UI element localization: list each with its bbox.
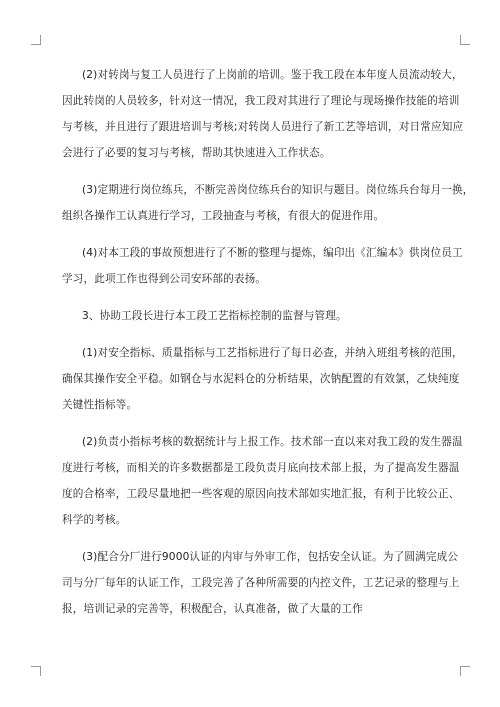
crop-mark-top-left xyxy=(31,35,41,45)
text-line: 科学的考核。 xyxy=(62,514,127,526)
text-line: 度进行考核，而相关的许多数据都是工段负责月底向技术部上报，为了提高发生器温 xyxy=(62,462,460,474)
paragraph-2-onboarding-training xyxy=(62,62,464,166)
crop-mark-bottom-left xyxy=(31,666,41,676)
text-line: 会进行了必要的复习与考核，帮助其快速进入工作状态。 xyxy=(62,147,331,159)
text-line: 学习，此项工作也得到公司安环部的表扬。 xyxy=(62,273,267,285)
text-line: (2)负责小指标考核的数据统计与上报工作。技术部一直以来对我工段的发生器温 xyxy=(82,436,463,448)
text-line: 3、协助工段长进行本工段工艺指标控制的监督与管理。 xyxy=(82,310,347,322)
document-body xyxy=(62,62,474,633)
text-line: 关键性指标等。 xyxy=(62,399,138,411)
crop-mark-bottom-right xyxy=(460,666,470,676)
paragraph-3-job-drills xyxy=(62,177,474,229)
text-line: 因此转岗的人员较多，针对这一情况，我工段对其进行了理论与现场操作技能的培训 xyxy=(62,95,460,107)
paragraph-3-certification-audit xyxy=(62,544,460,622)
text-line: 报，培训记录的完善等，积极配合，认真准备，做了大量的工作 xyxy=(62,603,363,615)
text-line: (4)对本工段的事故预想进行了不断的整理与提炼，编印出《汇编本》供岗位员工 xyxy=(82,247,463,259)
text-line: (2)对转岗与复工人员进行了上岗前的培训。鉴于我工段在本年度人员流动较大， xyxy=(82,69,463,81)
text-line: 度的合格率，工段尽量地把一些客观的原因向技术部如实地汇报，有利于比较公正、 xyxy=(62,488,460,500)
text-line: 与考核，并且进行了跟进培训与考核;对转岗人员进行了新工艺等培训，对日常应知应 xyxy=(62,121,464,133)
crop-mark-top-right xyxy=(460,35,470,45)
text-line: 司与分厂每年的认证工作，工段完善了各种所需要的内控文件，工艺记录的整理与上 xyxy=(62,577,460,589)
text-line: (3)定期进行岗位练兵，不断完善岗位练兵台的知识与题目。岗位练兵台每月一换， xyxy=(82,184,474,196)
text-line: (1)对安全指标、质量指标与工艺指标进行了每日必查，并纳入班组考核的范围， xyxy=(82,347,463,359)
text-line: 组织各操作工认真进行学习，工段抽查与考核，有很大的促进作用。 xyxy=(62,210,385,222)
section-heading-3 xyxy=(62,303,450,329)
paragraph-2-statistics-reporting xyxy=(62,429,463,533)
paragraph-1-indicator-checks xyxy=(62,340,463,418)
paragraph-4-accident-scenarios xyxy=(62,240,463,292)
text-line: (3)配合分厂进行9000认证的内审与外审工作，包括安全认证。为了圆满完成公 xyxy=(82,551,459,563)
text-line: 确保其操作安全平稳。如钢仓与水泥料仓的分析结果，次钠配置的有效氯，乙炔纯度 xyxy=(62,373,460,385)
